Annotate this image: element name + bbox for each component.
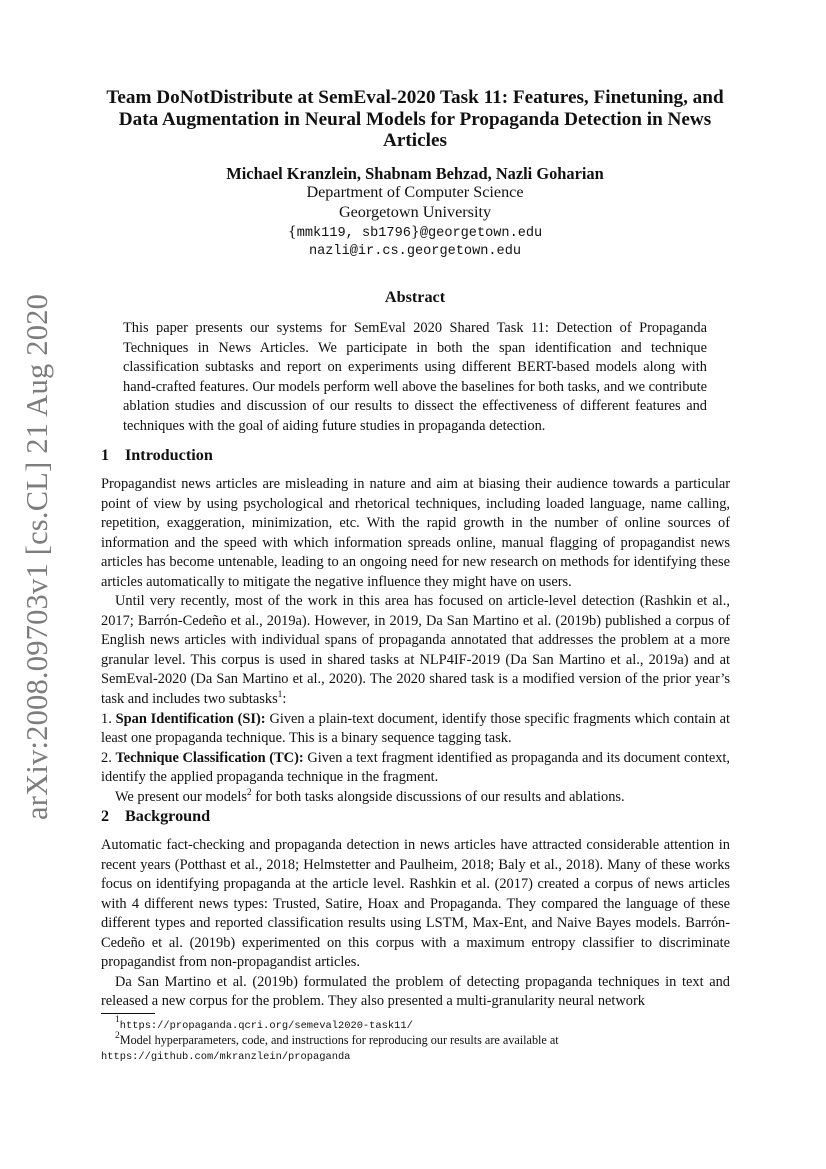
list-label: Technique Classification (TC): <box>115 749 304 766</box>
paragraph <box>101 788 730 808</box>
section-title: Background <box>125 807 211 825</box>
section-heading-introduction <box>101 446 213 465</box>
email-ids: mmk119, sb1796 <box>296 226 411 241</box>
footnote-url-line <box>101 1048 730 1065</box>
list-number: 2. <box>101 749 112 766</box>
paragraph-text: We present our models <box>115 788 247 805</box>
background-body <box>101 836 730 1012</box>
footnote-url[interactable]: https://propaganda.qcri.org/semeval2020-task11/ <box>119 1020 413 1032</box>
abstract-text: This paper presents our systems for SemEval 2020 Shared Task 11: Detection of Propaganda Techniques in News Articles. We participate in both the span identification and technique classification subtasks and report on experiments using different BERT-based models along with hand-crafted features. Our models perform well above the baselines for both tasks, and we contribute ablation studies and discussion of our results to dissect the effectiveness of different features and techniques with the goal of aiding future studies in propaganda detection. <box>123 320 707 434</box>
list-number: 1. <box>101 710 112 727</box>
authors: Michael Kranzlein, Shabnam Behzad, Nazli Goharian <box>226 164 604 183</box>
arxiv-stamp: arXiv:2008.09703v1 [cs.CL] 21 Aug 2020 <box>20 293 54 820</box>
affiliation-university: Georgetown University <box>338 203 492 221</box>
paragraph: Automatic fact-checking and propaganda detection in news articles have attracted considerable attention in recent years (Potthast et al., 2018; Helmstetter and Paulheim, 2018; Baly et al., 2018). Many of these works focus on identifying propaganda at the article level. Rashkin et al. (2017) created a corpus of news articles with 4 different news types: Trusted, Satire, Hoax and Propaganda. They compared the language of these different types and reported classification results using LSTM, Max-Ent, and Naive Bayes models. Barrón-Cedeño et al. (2019b) experimented on this corpus with a maximum entropy classifier to discriminate propagandist from non-propagandist articles. <box>101 837 730 971</box>
introduction-body <box>101 475 730 807</box>
list-text: Given a text fragment identified as propaganda and its document context, identify the applied propaganda technique in the fragment. <box>101 749 731 786</box>
paragraph-text: Until very recently, most of the work in this area has focused on article-level detection (Rashkin et al., 2017; Barrón-Cedeño et al., 2019a). However, in 2019, Da San Martino et al. (2019b) published a corpus of English news articles with individual spans of propaganda annotated that addresses the problem at a more granular level. This corpus is used in shared tasks at NLP4IF-2019 (Da San Martino et al., 2019a) and at SemEval-2020 (Da San Martino et al., 2020). The 2020 shared task is a modified version of the prior year’s task and includes two subtasks <box>101 593 730 708</box>
email-domain: @georgetown.edu <box>419 226 543 241</box>
footnote-divider <box>101 1013 155 1014</box>
footnote-ref[interactable]: 1 <box>277 690 283 701</box>
footnote-1 <box>101 1017 730 1034</box>
footnote-mark: 2 <box>115 1031 120 1041</box>
paragraph-end: for both tasks alongside discussions of our results and ablations. <box>251 788 625 805</box>
list-label: Span Identification (SI): <box>115 710 266 727</box>
list-item <box>101 749 730 788</box>
section-number: 1 <box>101 446 110 464</box>
list-text: Given a plain-text document, identify those specific fragments which contain at least one propaganda technique. This is a binary sequence tagging task. <box>101 710 731 747</box>
footnote-url[interactable]: https://github.com/mkranzlein/propaganda <box>101 1050 351 1063</box>
abstract-heading: Abstract <box>384 288 446 306</box>
paragraph: Da San Martino et al. (2019b) formulated the problem of detecting propaganda techniques in text and released a new corpus for the problem. They also presented a multi-granularity neural network <box>101 973 730 1010</box>
section-heading-background <box>101 807 210 826</box>
footnote-body: Model hyperparameters, code, and instructions for reproducing our results are available at <box>119 1033 559 1047</box>
footnote-2 <box>101 1033 730 1064</box>
email-line-1: {mmk119, sb1796}@georgetown.edu <box>287 224 543 241</box>
section-number: 2 <box>101 807 110 825</box>
paragraph: Propagandist news articles are misleading in nature and aim at biasing their audience towards a particular point of view by using psychological and rhetorical techniques, including loaded language, name calling, repetition, exaggeration, minimization, etc. With the rapid growth in the number of online sources of information and the speed with which information spreads online, manual flagging of propagandist news articles has become untenable, leading to an ongoing need for new research on methods for identifying these articles automatically to mitigate the negative influence they might have on users. <box>101 476 730 590</box>
footnote-text <box>101 1033 730 1048</box>
footnote-mark: 1 <box>115 1015 120 1025</box>
paragraph <box>101 592 730 709</box>
list-item <box>101 710 730 749</box>
paragraph-end: : <box>282 691 287 708</box>
paper-title: Team DoNotDistribute at SemEval-2020 Task 11: Features, Finetuning, and Data Augmentation in Neural Models for Propaganda Detection in News Articles <box>106 87 724 151</box>
section-title: Introduction <box>125 446 213 464</box>
footnote-ref[interactable]: 2 <box>246 787 252 798</box>
affiliation-department: Department of Computer Science <box>306 183 524 201</box>
email-line-2: nazli@ir.cs.georgetown.edu <box>308 244 522 259</box>
